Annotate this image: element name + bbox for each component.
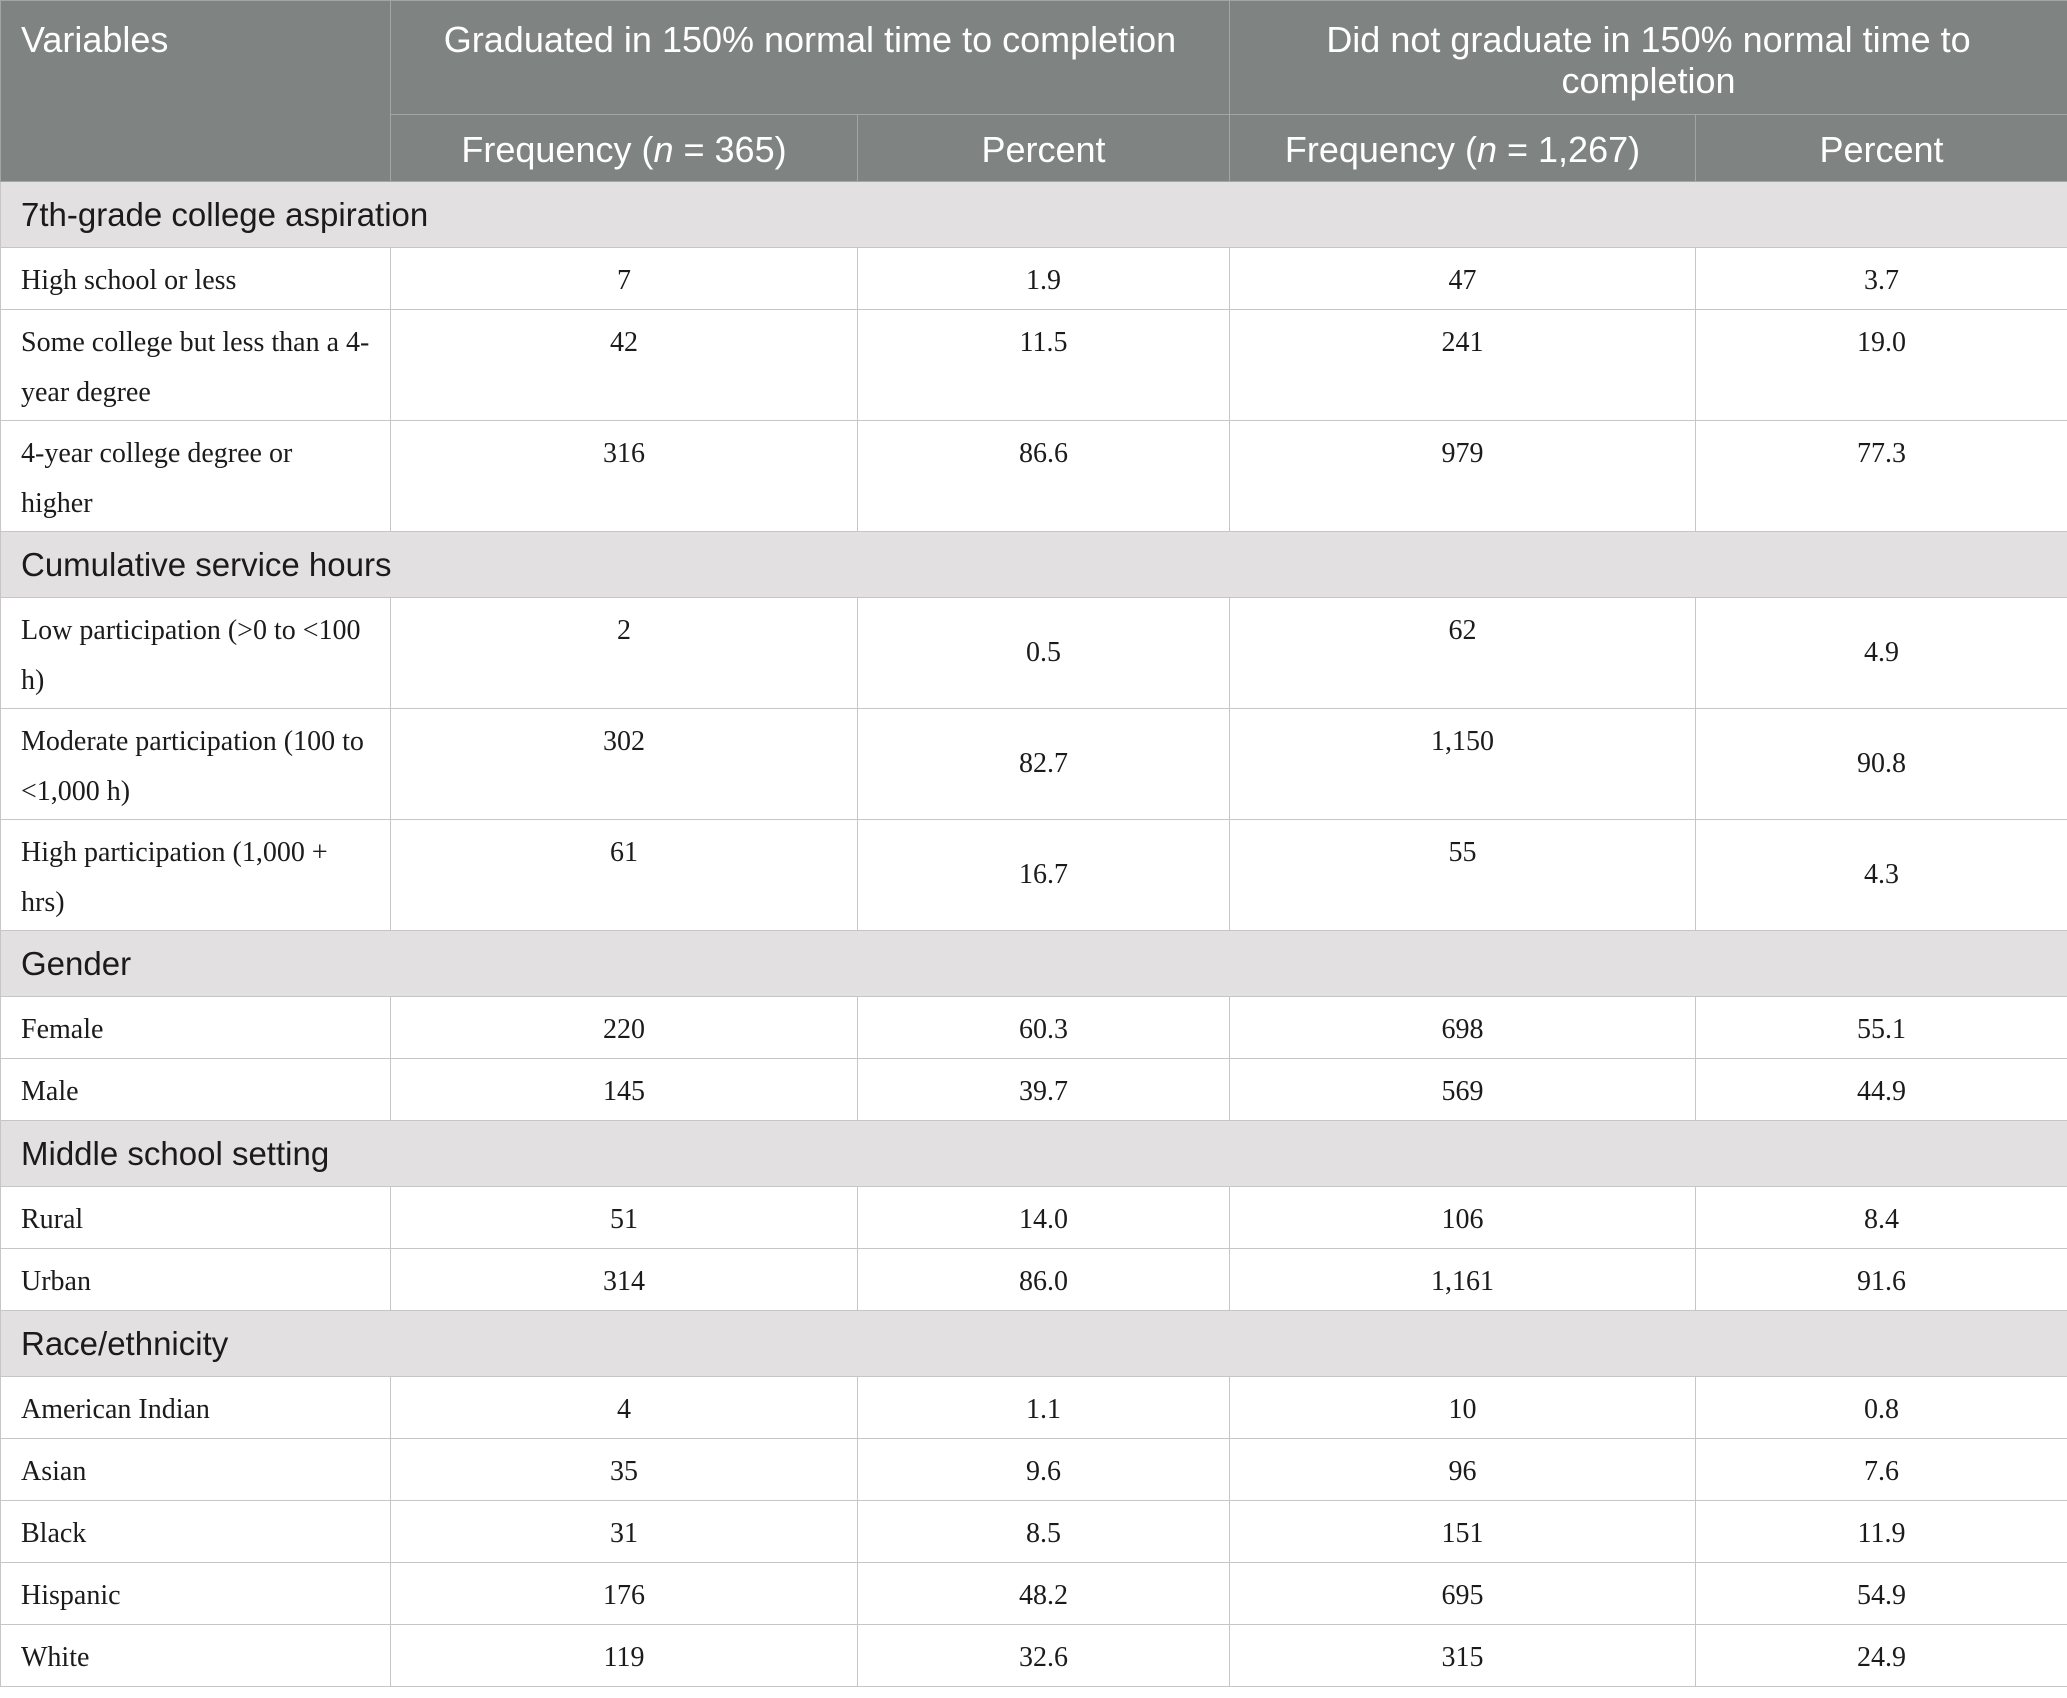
- notgrad-frequency: 96: [1230, 1439, 1696, 1501]
- notgrad-percent: 8.4: [1696, 1187, 2067, 1249]
- table-row: [1, 1563, 2067, 1625]
- header-grad-frequency: Frequency (n = 365): [391, 115, 858, 182]
- table-row: [1, 709, 2067, 820]
- grad-percent: 1.1: [858, 1377, 1230, 1439]
- table-row: [1, 997, 2067, 1059]
- grad-frequency: 4: [391, 1377, 858, 1439]
- row-label: High participation (1,000 + hrs): [1, 820, 391, 931]
- notgrad-frequency: 62: [1230, 598, 1696, 709]
- notgrad-frequency: 695: [1230, 1563, 1696, 1625]
- grad-percent: 60.3: [858, 997, 1230, 1059]
- notgrad-percent: 7.6: [1696, 1439, 2067, 1501]
- row-label: White: [1, 1625, 391, 1687]
- section-row: [1, 532, 2067, 598]
- header-notgrad-percent: Percent: [1696, 115, 2067, 182]
- grad-frequency: 61: [391, 820, 858, 931]
- table-row: [1, 310, 2067, 421]
- row-label: Urban: [1, 1249, 391, 1311]
- row-label: Male: [1, 1059, 391, 1121]
- table-row: [1, 1377, 2067, 1439]
- grad-percent: 8.5: [858, 1501, 1230, 1563]
- grad-percent: 82.7: [858, 709, 1230, 820]
- grad-percent: 0.5: [858, 598, 1230, 709]
- grad-percent: 32.6: [858, 1625, 1230, 1687]
- row-label: Female: [1, 997, 391, 1059]
- notgrad-percent: 44.9: [1696, 1059, 2067, 1121]
- grad-frequency: 145: [391, 1059, 858, 1121]
- table-row: [1, 1249, 2067, 1311]
- table-row: [1, 1439, 2067, 1501]
- grad-frequency: 51: [391, 1187, 858, 1249]
- row-label: Black: [1, 1501, 391, 1563]
- notgrad-percent: 24.9: [1696, 1625, 2067, 1687]
- table-row: [1, 820, 2067, 931]
- grad-frequency: 35: [391, 1439, 858, 1501]
- row-label: Rural: [1, 1187, 391, 1249]
- header-graduated: Graduated in 150% normal time to completion: [391, 1, 1230, 115]
- notgrad-frequency: 1,150: [1230, 709, 1696, 820]
- section-row: [1, 1121, 2067, 1187]
- grad-percent: 1.9: [858, 248, 1230, 310]
- notgrad-frequency: 315: [1230, 1625, 1696, 1687]
- grad-percent: 86.6: [858, 421, 1230, 532]
- notgrad-frequency: 106: [1230, 1187, 1696, 1249]
- grad-frequency: 316: [391, 421, 858, 532]
- row-label: High school or less: [1, 248, 391, 310]
- grad-percent: 9.6: [858, 1439, 1230, 1501]
- notgrad-percent: 11.9: [1696, 1501, 2067, 1563]
- table-row: [1, 1059, 2067, 1121]
- notgrad-percent: 4.9: [1696, 598, 2067, 709]
- header-variables: Variables: [1, 1, 391, 182]
- section-title: Cumulative service hours: [1, 532, 2067, 598]
- section-title: Gender: [1, 931, 2067, 997]
- notgrad-frequency: 10: [1230, 1377, 1696, 1439]
- grad-frequency: 42: [391, 310, 858, 421]
- table-row: [1, 598, 2067, 709]
- notgrad-percent: 90.8: [1696, 709, 2067, 820]
- grad-percent: 48.2: [858, 1563, 1230, 1625]
- grad-percent: 14.0: [858, 1187, 1230, 1249]
- notgrad-frequency: 151: [1230, 1501, 1696, 1563]
- section-row: [1, 1311, 2067, 1377]
- grad-frequency: 7: [391, 248, 858, 310]
- section-row: [1, 931, 2067, 997]
- notgrad-frequency: 698: [1230, 997, 1696, 1059]
- section-title: Race/ethnicity: [1, 1311, 2067, 1377]
- notgrad-frequency: 55: [1230, 820, 1696, 931]
- section-title: 7th-grade college aspiration: [1, 182, 2067, 248]
- section-title: Middle school setting: [1, 1121, 2067, 1187]
- table-row: [1, 1625, 2067, 1687]
- grad-frequency: 119: [391, 1625, 858, 1687]
- grad-frequency: 2: [391, 598, 858, 709]
- row-label: American Indian: [1, 1377, 391, 1439]
- row-label: Asian: [1, 1439, 391, 1501]
- notgrad-percent: 54.9: [1696, 1563, 2067, 1625]
- grad-frequency: 302: [391, 709, 858, 820]
- notgrad-frequency: 569: [1230, 1059, 1696, 1121]
- notgrad-percent: 91.6: [1696, 1249, 2067, 1311]
- notgrad-percent: 77.3: [1696, 421, 2067, 532]
- grad-percent: 11.5: [858, 310, 1230, 421]
- header-not-graduated: Did not graduate in 150% normal time to completion: [1230, 1, 2067, 115]
- table-row: [1, 248, 2067, 310]
- grad-frequency: 31: [391, 1501, 858, 1563]
- table-row: [1, 1187, 2067, 1249]
- notgrad-percent: 55.1: [1696, 997, 2067, 1059]
- header-notgrad-frequency: Frequency (n = 1,267): [1230, 115, 1696, 182]
- row-label: 4-year college degree or higher: [1, 421, 391, 532]
- grad-percent: 86.0: [858, 1249, 1230, 1311]
- notgrad-frequency: 47: [1230, 248, 1696, 310]
- table-row: [1, 421, 2067, 532]
- grad-frequency: 220: [391, 997, 858, 1059]
- notgrad-frequency: 979: [1230, 421, 1696, 532]
- row-label: Some college but less than a 4-year degree: [1, 310, 391, 421]
- notgrad-frequency: 241: [1230, 310, 1696, 421]
- section-row: [1, 182, 2067, 248]
- row-label: Moderate participation (100 to <1,000 h): [1, 709, 391, 820]
- grad-frequency: 176: [391, 1563, 858, 1625]
- notgrad-frequency: 1,161: [1230, 1249, 1696, 1311]
- row-label: Hispanic: [1, 1563, 391, 1625]
- notgrad-percent: 3.7: [1696, 248, 2067, 310]
- grad-percent: 16.7: [858, 820, 1230, 931]
- row-label: Low participation (>0 to <100 h): [1, 598, 391, 709]
- header-grad-percent: Percent: [858, 115, 1230, 182]
- grad-frequency: 314: [391, 1249, 858, 1311]
- notgrad-percent: 0.8: [1696, 1377, 2067, 1439]
- notgrad-percent: 4.3: [1696, 820, 2067, 931]
- notgrad-percent: 19.0: [1696, 310, 2067, 421]
- grad-percent: 39.7: [858, 1059, 1230, 1121]
- table-row: [1, 1501, 2067, 1563]
